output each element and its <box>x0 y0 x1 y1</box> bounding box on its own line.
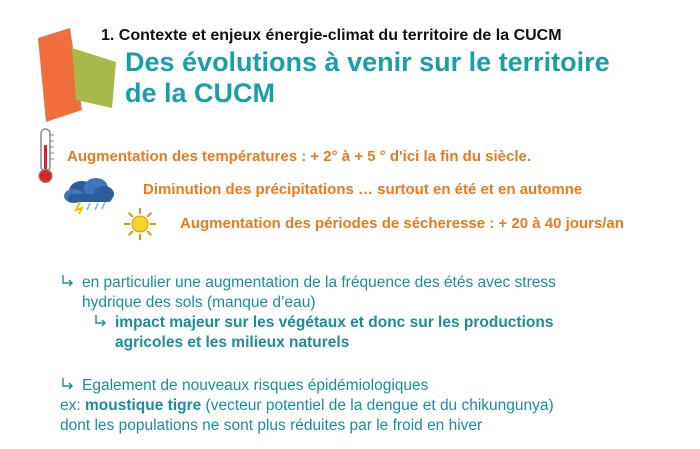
bullet-1-line2: hydrique des sols (manque d’eau) <box>82 294 316 311</box>
temperature-impact: Augmentation des températures : + 2° à + 5 ° d'ici la fin du siècle. <box>67 148 532 165</box>
sun-icon <box>123 207 157 241</box>
bullet-1 <box>60 273 556 353</box>
arrow-bullet-icon <box>60 274 76 288</box>
bullet-2-line1: Egalement de nouveaux risques épidémiologiques <box>60 376 554 396</box>
precipitation-impact: Diminution des précipitations … surtout en été et en automne <box>143 181 583 198</box>
bullet-2 <box>60 376 554 436</box>
bullet-1-sub-line2: agricoles et les milieux naturels <box>115 334 350 351</box>
thermometer-icon <box>35 127 57 185</box>
section-title: 1. Contexte et enjeux énergie-climat du territoire de la CUCM <box>101 27 562 44</box>
storm-cloud-icon <box>60 174 118 214</box>
bullet-1-sub-line1: impact majeur sur les végétaux et donc sur les productions <box>60 313 556 333</box>
slide-title-line2: de la CUCM <box>125 78 276 108</box>
bullet-1-line1: en particulier une augmentation de la fréquence des étés avec stress <box>60 273 556 293</box>
bullet-2-line3: dont les populations ne sont plus réduites par le froid en hiver <box>60 417 483 434</box>
bullet-2-line2: ex: moustique tigre (vecteur potentiel de la dengue et du chikungunya) <box>60 397 554 414</box>
arrow-bullet-icon <box>93 314 109 328</box>
slide-title-line1: Des évolutions à venir sur le territoire <box>125 47 610 77</box>
mosquito-highlight: moustique tigre <box>84 397 202 414</box>
arrow-bullet-icon <box>60 377 76 391</box>
drought-impact: Augmentation des périodes de sécheresse : + 20 à 40 jours/an <box>180 215 624 232</box>
slide-title <box>125 47 610 109</box>
